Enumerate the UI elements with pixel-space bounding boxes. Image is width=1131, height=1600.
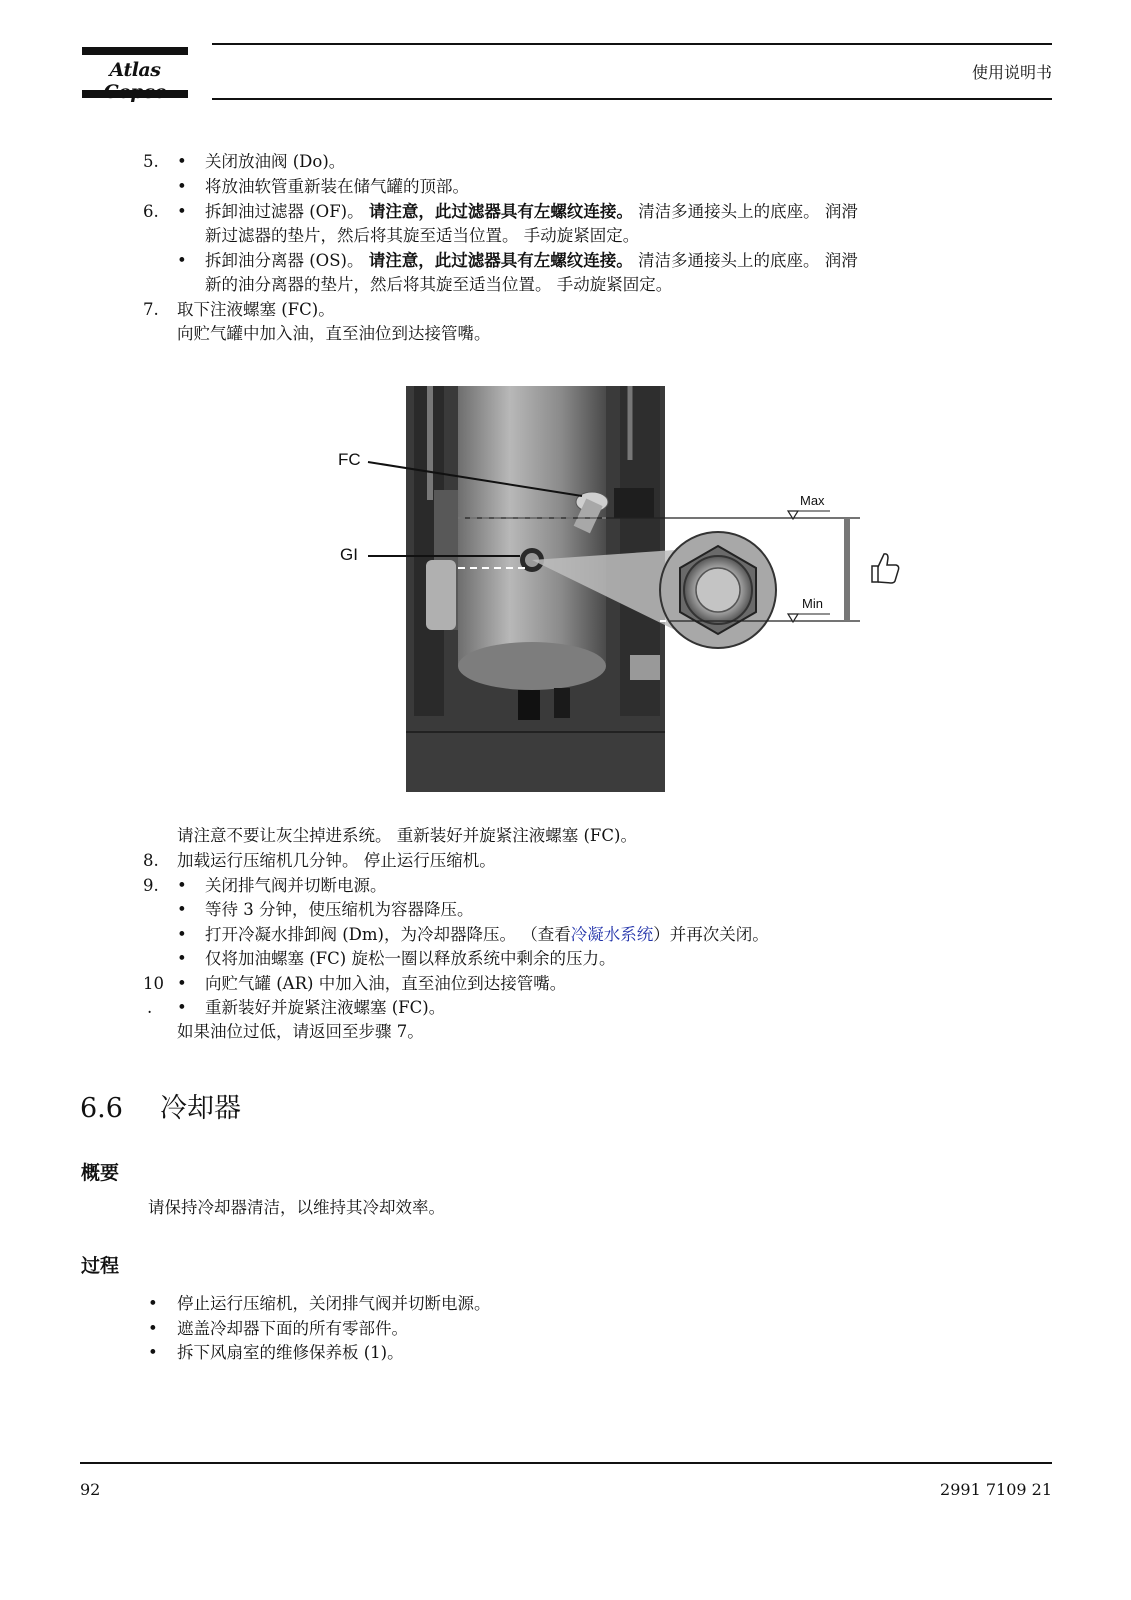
overview-text: 请保持冷却器清洁，以维持其冷却效率。 bbox=[148, 1198, 445, 1217]
step-text-b: ）并再次关闭。 bbox=[653, 925, 769, 944]
bullet: • bbox=[177, 202, 187, 221]
step-text-cont: 新的油分离器的垫片，然后将其旋至适当位置。 手动旋紧固定。 bbox=[205, 275, 673, 294]
bullet: • bbox=[177, 974, 187, 993]
bullet: • bbox=[177, 876, 187, 895]
page-number: 92 bbox=[80, 1480, 101, 1499]
oil-level-illustration bbox=[330, 380, 910, 800]
step-text-b: 清洁多通接头上的底座。 润滑 bbox=[632, 251, 858, 270]
step-text: 加载运行压缩机几分钟。 停止运行压缩机。 bbox=[177, 851, 496, 870]
logo-bar-bottom bbox=[82, 90, 188, 98]
procedure-item: 遮盖冷却器下面的所有零部件。 bbox=[177, 1319, 408, 1338]
procedure-item: 拆下风扇室的维修保养板 (1)。 bbox=[177, 1343, 404, 1362]
step-number: 9. bbox=[143, 876, 159, 895]
step-text: 关闭放油阀 (Do)。 bbox=[205, 152, 346, 171]
step-text-b: 清洁多通接头上的底座。 润滑 bbox=[632, 202, 858, 221]
step-text bbox=[205, 249, 858, 273]
step-number: 10 bbox=[143, 974, 164, 993]
oil-level-figure bbox=[330, 380, 910, 800]
step-number: 8. bbox=[143, 851, 159, 870]
logo-text: Atlas bbox=[109, 59, 161, 81]
step-text: 关闭排气阀并切断电源。 bbox=[205, 876, 387, 895]
label-min: Min bbox=[802, 596, 823, 611]
header-title: 使用说明书 bbox=[971, 63, 1052, 82]
step-number-dot: . bbox=[147, 998, 153, 1017]
procedure-item: 停止运行压缩机，关闭排气阀并切断电源。 bbox=[177, 1294, 491, 1313]
logo-bar-top bbox=[82, 47, 188, 55]
step-text: 重新装好并旋紧注液螺塞 (FC)。 bbox=[205, 998, 446, 1017]
thumbs-up-icon bbox=[872, 554, 899, 583]
step-text: 向贮气罐 (AR) 中加入油，直至油位到达接管嘴。 bbox=[205, 974, 567, 993]
bullet: • bbox=[177, 998, 187, 1017]
step-text-a: 打开冷凝水排卸阀 (Dm)，为冷却器降压。 （查看 bbox=[205, 925, 571, 944]
step-text: 将放油软管重新装在储气罐的顶部。 bbox=[205, 177, 469, 196]
label-max: Max bbox=[800, 493, 825, 508]
label-gi: GI bbox=[340, 545, 358, 564]
step-text: 取下注液螺塞 (FC)。 bbox=[177, 300, 335, 319]
subheading-overview: 概要 bbox=[81, 1162, 120, 1184]
step-text: 仅将加油螺塞 (FC) 旋松一圈以释放系统中剩余的压力。 bbox=[205, 949, 616, 968]
note-text: 请注意不要让灰尘掉进系统。 重新装好并旋紧注液螺塞 (FC)。 bbox=[177, 826, 637, 845]
step-text-a: 拆卸油分离器 (OS)。 bbox=[205, 251, 369, 270]
warning-text: 请注意，此过滤器具有左螺纹连接。 bbox=[368, 251, 633, 270]
header-rule-bottom bbox=[212, 98, 1052, 100]
subheading-procedure: 过程 bbox=[81, 1255, 120, 1277]
section-number: 6.6 bbox=[80, 1093, 123, 1124]
label-fc: FC bbox=[338, 450, 361, 469]
step-text bbox=[205, 200, 858, 224]
bullet: • bbox=[177, 152, 187, 171]
bullet: • bbox=[148, 1294, 158, 1313]
bullet: • bbox=[177, 251, 187, 270]
bullet: • bbox=[177, 949, 187, 968]
section-title: 冷却器 bbox=[160, 1093, 241, 1124]
condensate-system-link[interactable]: 冷凝水系统 bbox=[570, 925, 654, 944]
step-text: 等待 3 分钟，使压缩机为容器降压。 bbox=[205, 900, 474, 919]
step-text-cont: 新过滤器的垫片，然后将其旋至适当位置。 手动旋紧固定。 bbox=[205, 226, 640, 245]
step-text: 向贮气罐中加入油，直至油位到达接管嘴。 bbox=[177, 324, 491, 343]
document-number: 2991 7109 21 bbox=[940, 1480, 1052, 1499]
bullet: • bbox=[148, 1319, 158, 1338]
bullet: • bbox=[177, 900, 187, 919]
step-number: 5. bbox=[143, 152, 159, 171]
step-text bbox=[205, 923, 769, 947]
bullet: • bbox=[148, 1343, 158, 1362]
bullet: • bbox=[177, 177, 187, 196]
step-number: 6. bbox=[143, 202, 159, 221]
step-number: 7. bbox=[143, 300, 159, 319]
bullet: • bbox=[177, 925, 187, 944]
footer-rule bbox=[80, 1462, 1052, 1464]
step-text: 如果油位过低，请返回至步骤 7。 bbox=[177, 1022, 424, 1041]
step-text-a: 拆卸油过滤器 (OF)。 bbox=[205, 202, 369, 221]
warning-text: 请注意，此过滤器具有左螺纹连接。 bbox=[368, 202, 633, 221]
header-rule-top bbox=[212, 43, 1052, 45]
figure-code: 83331D bbox=[384, 720, 398, 763]
